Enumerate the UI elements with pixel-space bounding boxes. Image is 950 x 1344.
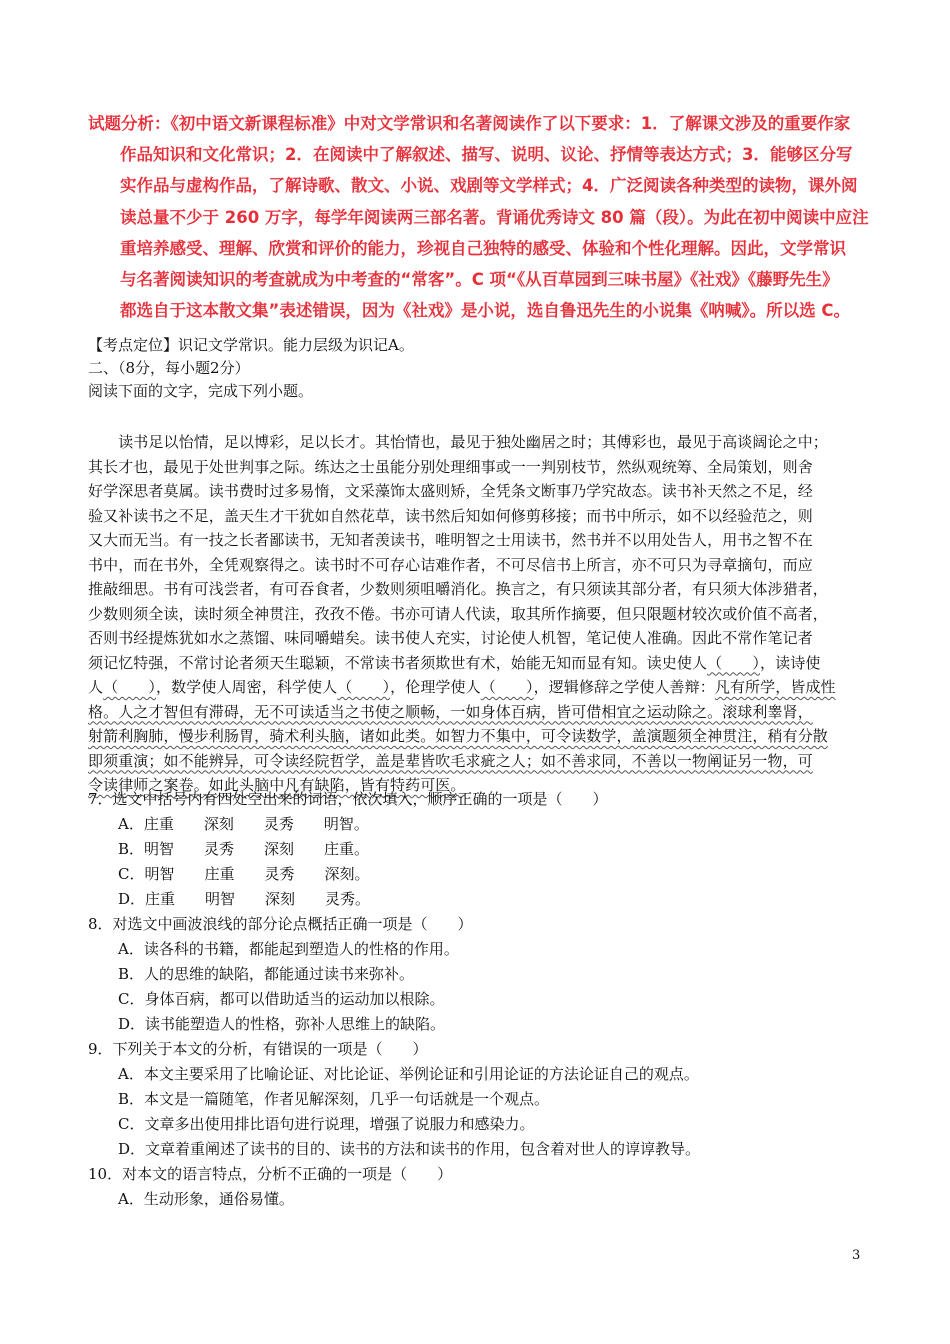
- option-c: C．文章多出使用排比语句进行说理，增强了说服力和感染力。: [118, 1115, 535, 1133]
- passage-line: 少数则须全读，读时须全神贯注，孜孜不倦。书亦可请人代读，取其所作摘要，但只限题材较次或价值不高者，: [88, 604, 828, 623]
- analysis-line: 读总量不少于 260 万字，每学年阅读两三部名著。背诵优秀诗文 80 篇（段）。为此在初中阅读中应注: [120, 207, 869, 227]
- passage-line: 否则书经提炼犹如水之蒸馏、味同嚼蜡矣。读书使人充实，讨论使人机智，笔记使人准确。因此不常作笔记者: [88, 629, 813, 647]
- option-c: C．明智 庄重 灵秀 深刻。: [118, 865, 370, 883]
- analysis-line: 重培养感受、理解、欣赏和评价的能力，珍视自己独特的感受、体验和个性化理解。因此，文学常识: [120, 238, 846, 258]
- section-title: 二、（8分，每小题2分）: [88, 359, 250, 377]
- question-stem: 10．对本文的语言特点，分析不正确的一项是（ ）: [88, 1165, 453, 1183]
- option-a: A．本文主要采用了比喻论证、对比论证、举例论证和引用论证的方法论证自己的观点。: [118, 1065, 699, 1083]
- blank-3: （ ）: [337, 678, 391, 696]
- passage-line-wavy: [88, 724, 874, 749]
- passage-text: ，逻辑修辞之学使人善辩：: [533, 678, 715, 696]
- blank-4: （ ）: [480, 678, 534, 696]
- question-stem: 9．下列关于本文的分析，有错误的一项是（ ）: [88, 1040, 428, 1058]
- passage-text: ，伦理学使人: [390, 678, 481, 696]
- question-stem: 8．对选文中画波浪线的部分论点概括正确一项是（ ）: [88, 915, 473, 933]
- option-d: D．文章着重阐述了读书的目的、读书的方法和读书的作用，包含着对世人的谆谆教导。: [118, 1140, 701, 1158]
- passage-line-wavy: [88, 749, 874, 774]
- passage-text: ，读诗使: [760, 653, 821, 672]
- analysis-line: 试题分析：《初中语文新课程标准》中对文学常识和名著阅读作了以下要求：1．了解课文涉及的重要作家: [88, 114, 851, 133]
- wavy-text: 格。人之才智但有滞碍，无不可读适当之书使之顺畅，一如身体百病，皆可借相宜之运动除之。滚球利睾肾，: [88, 702, 813, 721]
- wavy-text: 射箭利胸肺，慢步利肠胃，骑术利头脑，诸如此类。如智力不集中，可令读数学，盖演题须全神贯注，稍有分散: [88, 727, 828, 745]
- wavy-start: 凡有所学，皆成性: [714, 678, 836, 696]
- question-7: [88, 787, 878, 912]
- question-8: [88, 912, 878, 1037]
- option-a: A．庄重 深刻 灵秀 明智。: [118, 815, 369, 833]
- question-10: [88, 1162, 878, 1212]
- analysis-line: 都选自于这本散文集”表述错误，因为《社戏》是小说，选自鲁迅先生的小说集《呐喊》。所以选 C。: [120, 301, 850, 321]
- option-d: D．读书能塑造人的性格，弥补人思维上的缺陷。: [118, 1015, 446, 1033]
- passage-line-wavy: [88, 700, 874, 725]
- passage-line: 书中，而在书外，全凭观察得之。读书时不可存心诘难作者，不可尽信书上所言，亦不可只为寻章摘句，而应: [88, 555, 813, 574]
- passage-line: 推敲细思。书有可浅尝者，有可吞食者，少数则须咀嚼消化。换言之，有只须读其部分者，有只须大体涉猎者，: [88, 580, 828, 598]
- analysis-line: 作品知识和文化常识；2．在阅读中了解叙述、描写、说明、议论、抒情等表达方式；3．能够区分写: [120, 145, 853, 165]
- option-b: B．人的思维的缺陷，都能通过读书来弥补。: [118, 965, 415, 983]
- option-c: C．身体百病，都可以借助适当的运动加以根除。: [118, 990, 445, 1008]
- passage-line: 好学深思者莫属。读书费时过多易惰，文采藻饰太盛则矫，全凭条文断事乃学究故态。读书补天然之不足，经: [88, 482, 813, 500]
- wavy-text: 令读律师之案卷。如此头脑中凡有缺陷，皆有特药可医。: [88, 776, 466, 794]
- wavy-text: 即须重演；如不能辨异，可令读经院哲学，盖是辈皆吹毛求疵之人；如不善求同，不善以一物阐证另一物，可: [88, 751, 813, 770]
- option-d: D．庄重 明智 深刻 灵秀。: [118, 890, 371, 908]
- page-number: 3: [852, 1248, 861, 1263]
- blank-1: （ ）: [707, 653, 761, 672]
- option-a: A．读各科的书籍，都能起到塑造人的性格的作用。: [118, 940, 459, 958]
- passage-line: 验又补读书之不足，盖天生才干犹如自然花草，读书然后知如何修剪移接；而书中所示，如不以经验范之，则: [88, 506, 813, 525]
- analysis-block: [88, 108, 878, 326]
- question-9: [88, 1037, 878, 1162]
- option-b: B．明智 灵秀 深刻 庄重。: [118, 840, 370, 858]
- option-a: A．生动形象，通俗易懂。: [118, 1190, 294, 1208]
- passage-text: 人: [88, 678, 104, 696]
- option-b: B．本文是一篇随笔，作者见解深刻，几乎一句话就是一个观点。: [118, 1090, 550, 1108]
- passage-text: 须记忆特强，不常讨论者须天生聪颖，不常读书者须欺世有术，始能无知而显有知。读史使人: [88, 653, 708, 672]
- analysis-line: 实作品与虚构作品，了解诗歌、散文、小说、戏剧等文学样式；4．广泛阅读各种类型的读物，课外阅: [120, 176, 858, 196]
- reading-passage: [88, 430, 874, 798]
- passage-line: 其长才也，最见于处世判事之际。练达之士虽能分别处理细事或一一判别枝节，然纵观统筹、全局策划，则舍: [88, 457, 813, 476]
- analysis-line: 与名著阅读知识的考查就成为中考查的“常客”。C 项“《从百草园到三味书屋》《社戏》《藤野先生》: [120, 270, 839, 290]
- kaodian-line: 【考点定位】识记文学常识。能力层级为识记A。: [88, 336, 414, 354]
- passage-line: [88, 675, 874, 700]
- passage-line: [88, 651, 874, 676]
- blank-2: （ ）: [103, 678, 157, 696]
- question-stem: 7．选文中括号内有四处空出来的词语，依次填入，顺序正确的一项是（ ）: [88, 790, 608, 808]
- passage-line: 读书足以怡情，足以博彩，足以长才。其怡情也，最见于独处幽居之时；其傅彩也，最见于高谈阔论之中；: [88, 433, 828, 451]
- section-instruction: 阅读下面的文字，完成下列小题。: [88, 382, 314, 400]
- section-header: [88, 334, 878, 403]
- passage-text: ，数学使人周密，科学使人: [156, 678, 338, 696]
- passage-line: 又大而无当。有一技之长者鄙读书，无知者羡读书，唯明智之士用读书，然书并不以用处告人，用书之智不在: [88, 531, 813, 549]
